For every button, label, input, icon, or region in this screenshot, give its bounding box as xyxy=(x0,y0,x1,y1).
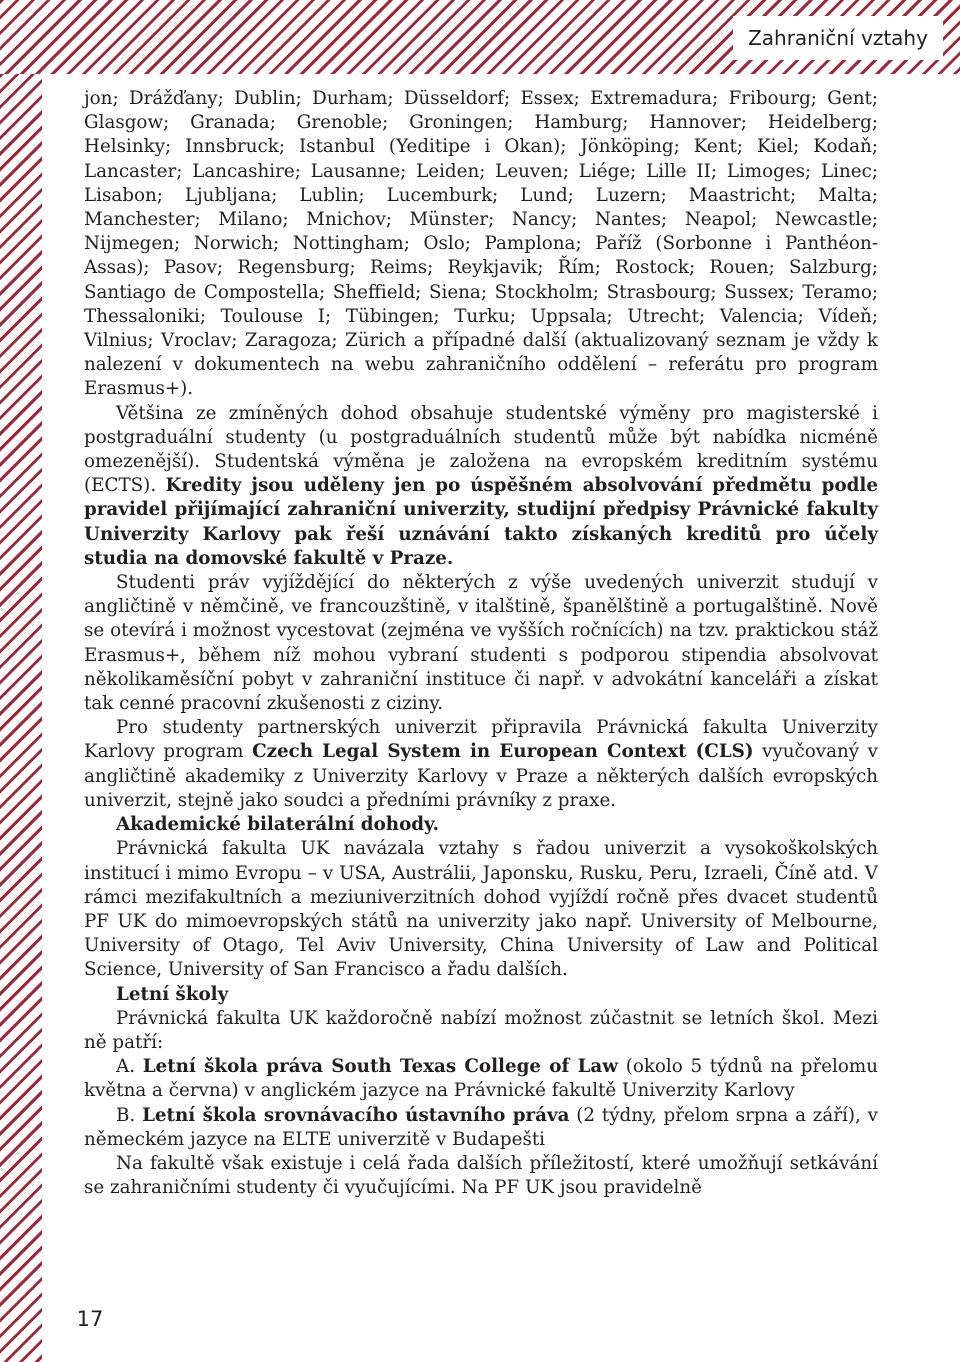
heading-bilateral xyxy=(84,813,878,837)
decorative-stripes-left xyxy=(0,74,42,1362)
heading-summer-schools xyxy=(84,983,878,1007)
cls-program-name: Czech Legal System in European Context (CLS) xyxy=(252,741,754,763)
cls-text-start: Pro studenty partnerských univerzit připravila Právnická fakulta Univerzity Karlovy program xyxy=(84,717,878,763)
section-title: Zahraniční vztahy xyxy=(733,16,943,60)
paragraph-languages: Studenti práv vyjíždějící do některých z výše uvedených univerzit studují v angličtině v němčině, ve francouzštině, v italštině, španělštině a portugalštině. Nově se otevírá i možnost vycestovat (zejména ve vyšších ročnících) na tzv. praktickou stáž Erasmus+, během níž mohou vybraní studenti s podporou stipendia absolvovat několikaměsíční pobyt v zahraniční instituce či např. v advokátní kanceláři a získat tak cenné pracovní zkušenosti z ciziny. xyxy=(84,572,878,715)
paragraph-summer-intro: Právnická fakulta UK každoročně nabízí možnost zúčastnit se letních škol. Mezi ně patří: xyxy=(84,1007,878,1053)
credits-bold: Kredity jsou uděleny jen po úspěšném absolvování předmětu podle pravidel přijímající zahraniční univerzity, studijní předpisy Právnické fakulty Univerzity Karlovy pak řeší uznávání takto získaných kreditů pro účely studia na domovské fakultě v Praze. xyxy=(84,475,879,569)
paragraph-other-opportunities: Na fakultě však existuje i celá řada dalších příležitostí, které umožňují setkávání se zahraničními studenty či vyučujícími. Na PF UK jsou pravidelně xyxy=(84,1152,878,1199)
cls-text-end: vyučovaný v angličtině akademiky z Univerzity Karlovy v Praze a některých dalších evropských univerzit, stejně jako soudci a předními právníky z praxe. xyxy=(84,741,879,811)
list-item-b-title: Letní škola srovnávacího ústavního práva xyxy=(142,1104,570,1126)
list-item-a-detail: (okolo 5 týdnů na přelomu května a června) v anglickém jazyce na Právnické fakultě Univerzity Karlovy xyxy=(84,1056,878,1102)
credits-text: Většina ze zmíněných dohod obsahuje studentské výměny pro magisterské i postgraduální studenty (u postgraduálních studentů může být nabídka nicméně omezenější). Studentská výměna je založena na evropském kreditním systému (ECTS). xyxy=(84,402,878,497)
list-item-b-detail: (2 týdny, přelom srpna a září), v německém jazyce na ELTE univerzitě v Budapešti xyxy=(84,1104,878,1150)
list-item-b-prefix: B. xyxy=(116,1104,143,1126)
heading-bilateral-text: Akademické bilaterální dohody. xyxy=(116,814,439,836)
paragraph-cls xyxy=(84,716,878,813)
page-number: 17 xyxy=(54,1297,126,1341)
page-body xyxy=(84,87,878,1200)
heading-summer-schools-text: Letní školy xyxy=(116,983,229,1005)
list-item-a xyxy=(84,1055,878,1103)
paragraph-bilateral: Právnická fakulta UK navázala vztahy s řadou univerzit a vysokoškolských institucí i mimo Evropu – v USA, Austrálii, Japonsku, Rusku, Peru, Izraeli, Číně atd. V rámci mezifakultních a meziuniverzitních dohod vyjíždí ročně přes dvacet studentů PF UK do mimoevropských států na univerzity jako např. University of Melbourne, University of Otago, Tel Aviv University, China University of Law and Political Science, University of San Francisco a řadu dalších. xyxy=(84,838,878,981)
list-item-a-title: Letní škola práva South Texas College of Law xyxy=(142,1056,619,1078)
paragraph-credits xyxy=(84,402,878,571)
list-item-b xyxy=(84,1104,878,1152)
paragraph-partner-list: jon; Drážďany; Dublin; Durham; Düsseldorf; Essex; Extremadura; Fribourg; Gent; Glasgow; Granada; Grenoble; Groningen; Hamburg; Hannover; Heidelberg; Helsinky; Innsbruck; Istanbul (Yeditipe i Okan); Jönköping; Kent; Kiel; Kodaň; Lancaster; Lancashire; Lausanne; Leiden; Leuven; Liége; Lille II; Limoges; Linec; Lisabon; Ljubljana; Lublin; Lucemburk; Lund; Luzern; Maastricht; Malta; Manchester; Milano; Mnichov; Münster; Nancy; Nantes; Neapol; Newcastle; Nijmegen; Norwich; Nottingham; Oslo; Pamplona; Paříž (Sorbonne i Panthéon-Assas); Pasov; Regensburg; Reims; Reykjavik; Řím; Rostock; Rouen; Salzburg; Santiago de Compostella; Sheffield; Siena; Stockholm; Strasbourg; Sussex; Teramo; Thessaloniki; Toulouse I; Tübingen; Turku; Uppsala; Utrecht; Valencia; Vídeň; Vilnius; Vroclav; Zaragoza; Zürich a případné další (aktualizovaný seznam je vždy k nalezení v dokumentech na webu zahraničního oddělení – referátu pro program Erasmus+). xyxy=(84,88,878,400)
list-item-a-prefix: A. xyxy=(116,1056,143,1078)
